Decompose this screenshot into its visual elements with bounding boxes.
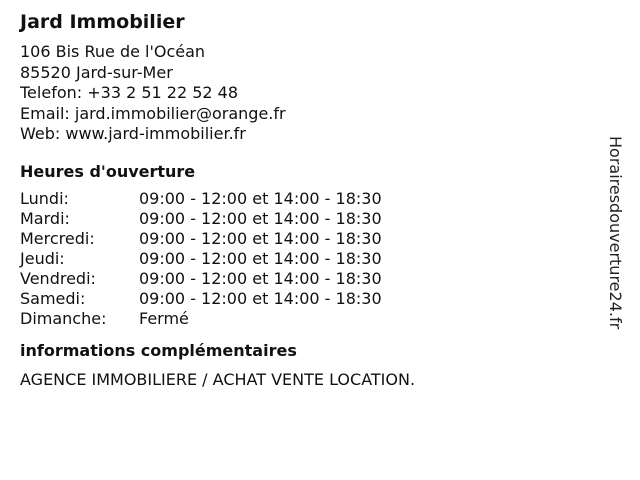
time-value: 09:00 - 12:00 et 14:00 - 18:30 (139, 248, 382, 268)
time-value: 09:00 - 12:00 et 14:00 - 18:30 (139, 208, 382, 228)
hours-row-friday (20, 269, 600, 289)
time-value: 09:00 - 12:00 et 14:00 - 18:30 (139, 268, 382, 288)
time-value: 09:00 - 12:00 et 14:00 - 18:30 (139, 288, 382, 308)
day-label: Samedi: (20, 288, 86, 308)
hours-row-saturday (20, 289, 600, 309)
email-text: Email: jard.immobilier@orange.fr (20, 103, 286, 123)
site-watermark: Horairesdouverture24.fr (606, 136, 625, 330)
address-line-1: 106 Bis Rue de l'Océan (20, 42, 206, 61)
web-text: Web: www.jard-immobilier.fr (20, 124, 246, 143)
info-text: AGENCE IMMOBILIERE / ACHAT VENTE LOCATION. (20, 369, 416, 389)
business-card (20, 10, 600, 390)
hours-row-monday (20, 189, 600, 209)
hours-row-thursday (20, 249, 600, 269)
hours-row-wednesday (20, 229, 600, 249)
day-label: Vendredi: (20, 268, 96, 288)
info-heading: informations complémentaires (20, 340, 297, 360)
phone-text: Telefon: +33 2 51 22 52 48 (20, 83, 239, 102)
hours-table (20, 189, 600, 329)
hours-row-sunday (20, 309, 600, 329)
day-label: Mardi: (20, 208, 70, 228)
day-label: Dimanche: (20, 308, 107, 328)
time-value: 09:00 - 12:00 et 14:00 - 18:30 (139, 228, 382, 248)
address-line-2: 85520 Jard-sur-Mer (20, 62, 173, 82)
contact-block (20, 42, 600, 145)
day-label: Lundi: (20, 188, 69, 208)
hours-heading: Heures d'ouverture (20, 161, 196, 181)
hours-row-tuesday (20, 209, 600, 229)
time-value: Fermé (139, 308, 189, 328)
day-label: Jeudi: (20, 248, 65, 268)
time-value: 09:00 - 12:00 et 14:00 - 18:30 (139, 188, 382, 208)
business-name: Jard Immobilier (20, 11, 185, 33)
day-label: Mercredi: (20, 228, 95, 248)
